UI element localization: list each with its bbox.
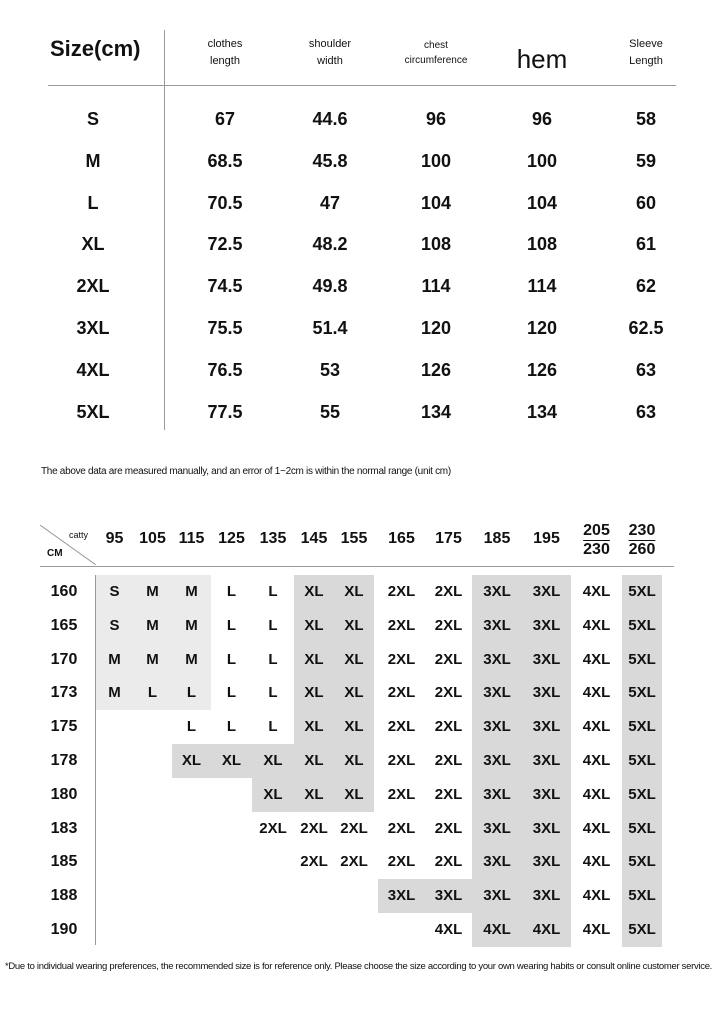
size-cell: 2XL <box>300 853 328 871</box>
size-cell: XL <box>172 744 211 778</box>
weight-header: 155 <box>340 530 368 547</box>
size-cell: 4XL <box>582 853 611 871</box>
size-cell: L <box>186 718 197 736</box>
disclaimer-note: *Due to individual wearing preferences, the recommended size is for reference only. Please choose the size according to your own wearing habits or consult online customer service. <box>4 961 713 972</box>
size-cell <box>133 845 172 879</box>
size-table-title: Size(cm) <box>50 36 141 61</box>
size-cell: M <box>96 643 133 677</box>
size-cell: 4XL <box>582 819 611 837</box>
measurement-value: 63 <box>635 401 657 422</box>
size-cell: 2XL <box>434 718 463 736</box>
size-cell: 5XL <box>622 710 662 744</box>
size-cell: 3XL <box>472 643 522 677</box>
measurement-value: 120 <box>526 318 558 338</box>
height-label: 170 <box>50 650 78 668</box>
size-cell <box>378 913 425 947</box>
size-cell <box>294 913 334 947</box>
size-cell: 3XL <box>425 879 472 913</box>
size-cell <box>211 879 252 913</box>
size-label: L <box>87 192 99 213</box>
size-cell <box>211 778 252 812</box>
weight-header: 135 <box>259 530 287 547</box>
size-cell: 3XL <box>378 879 425 913</box>
size-cell <box>96 879 133 913</box>
size-cell: 2XL <box>387 684 416 702</box>
size-cell: 2XL <box>387 616 416 634</box>
size-cell: L <box>268 684 278 702</box>
size-cell: L <box>226 583 237 600</box>
measurement-value: 126 <box>420 359 452 380</box>
size-cell: 3XL <box>472 710 522 744</box>
size-cell: 3XL <box>472 575 522 609</box>
size-cell: M <box>133 643 172 677</box>
size-cell: 5XL <box>622 879 662 913</box>
size-cell: 4XL <box>582 921 611 938</box>
size-cell: 5XL <box>622 744 662 778</box>
size-cell <box>172 879 211 913</box>
size-cell: 5XL <box>622 778 662 812</box>
size-cell: XL <box>294 676 334 710</box>
size-cell: XL <box>294 609 334 643</box>
height-label: 183 <box>50 819 78 837</box>
measurement-value: 51.4 <box>312 318 348 338</box>
size-cell: 3XL <box>522 744 571 778</box>
measurement-value: 108 <box>420 234 452 255</box>
height-label: 165 <box>50 616 78 634</box>
measurement-value: 45.8 <box>312 150 348 171</box>
measurement-value: 108 <box>526 234 558 255</box>
size-cell: XL <box>294 643 334 677</box>
size-cell <box>252 913 294 947</box>
measurement-value: 96 <box>531 109 553 129</box>
weight-header: 185 <box>483 530 511 547</box>
weight-axis-label: catty <box>69 530 89 540</box>
size-cell <box>211 845 252 879</box>
size-cell: M <box>172 643 211 677</box>
size-cell: 5XL <box>622 575 662 609</box>
size-cell: M <box>133 575 172 609</box>
measurement-value: 75.5 <box>207 318 243 338</box>
size-cell: 2XL <box>387 853 416 871</box>
measurement-value: 55 <box>319 401 341 422</box>
weight-header: 105 <box>139 530 166 547</box>
size-cell: L <box>133 676 172 710</box>
weight-header: 195 <box>533 530 560 547</box>
size-cell: 5XL <box>622 609 662 643</box>
size-cell: XL <box>294 778 334 812</box>
size-cell: S <box>96 575 133 609</box>
size-cell: L <box>268 718 278 736</box>
size-cell: XL <box>334 575 374 609</box>
size-cell: XL <box>334 710 374 744</box>
size-cell <box>133 778 172 812</box>
size-cell <box>294 879 334 913</box>
size-cell: 4XL <box>582 650 611 668</box>
size-cell: 3XL <box>472 744 522 778</box>
size-cell <box>334 913 374 947</box>
size-cell: L <box>172 676 211 710</box>
size-cell: 2XL <box>387 718 416 736</box>
measurement-value: 67 <box>214 109 236 129</box>
size-cell: 5XL <box>622 676 662 710</box>
measurement-value: 61 <box>635 234 657 255</box>
size-cell: 3XL <box>472 879 522 913</box>
size-cell: 4XL <box>472 913 522 947</box>
height-label: 180 <box>50 785 78 803</box>
size-cell: 2XL <box>434 650 463 668</box>
size-label: XL <box>81 234 105 255</box>
size-cell: M <box>172 609 211 643</box>
size-cell: 5XL <box>622 845 662 879</box>
size-cell <box>96 812 133 846</box>
size-cell: 3XL <box>522 643 571 677</box>
size-cell <box>133 812 172 846</box>
measurement-value: 63 <box>635 359 657 380</box>
size-cell: 2XL <box>387 819 416 837</box>
size-cell <box>252 845 294 879</box>
size-cell: 4XL <box>434 921 463 938</box>
size-cell <box>172 913 211 947</box>
size-label: 2XL <box>76 276 110 297</box>
weight-header: 165 <box>388 530 415 547</box>
size-cell: 3XL <box>522 812 571 846</box>
size-cell <box>133 913 172 947</box>
recommend-table-divider-horizontal <box>40 566 674 567</box>
size-cell: XL <box>211 744 252 778</box>
weight-header: 95 <box>105 530 124 547</box>
size-cell: 4XL <box>522 913 571 947</box>
measurement-value: 70.5 <box>207 192 243 213</box>
size-cell: 2XL <box>434 616 463 634</box>
size-cell: 2XL <box>434 684 463 702</box>
size-cell: L <box>226 650 237 668</box>
size-cell: 2XL <box>434 785 463 803</box>
measurement-value: 134 <box>526 401 558 422</box>
measurement-value: 134 <box>420 401 452 422</box>
size-cell: XL <box>252 778 294 812</box>
size-cell: S <box>96 609 133 643</box>
measurement-value: 62.5 <box>628 318 664 338</box>
size-label: M <box>85 150 101 171</box>
size-cell: 5XL <box>622 913 662 947</box>
size-cell: M <box>133 609 172 643</box>
size-cell: 2XL <box>434 583 463 600</box>
size-cell: XL <box>294 744 334 778</box>
height-label: 188 <box>50 887 78 905</box>
size-cell: 4XL <box>582 718 611 736</box>
size-cell: XL <box>294 710 334 744</box>
size-cell: 2XL <box>387 785 416 803</box>
size-cell: 2XL <box>387 583 416 600</box>
size-cell: 2XL <box>340 819 368 837</box>
size-cell: 4XL <box>582 684 611 702</box>
weight-header: 205 230 <box>583 522 610 558</box>
measurement-value: 62 <box>635 276 657 297</box>
size-cell: 3XL <box>522 676 571 710</box>
size-cell <box>96 778 133 812</box>
column-header: Sleeve Length <box>629 38 663 67</box>
size-cell <box>96 913 133 947</box>
size-cell: M <box>172 575 211 609</box>
measurement-value: 76.5 <box>207 359 243 380</box>
size-cell: M <box>96 676 133 710</box>
size-cell: 3XL <box>472 609 522 643</box>
measurement-note: The above data are measured manually, and an error of 1~2cm is within the normal range (unit cm) <box>41 466 451 477</box>
size-cell: 4XL <box>582 785 611 803</box>
size-cell: 2XL <box>434 853 463 871</box>
size-cell: XL <box>252 744 294 778</box>
measurement-value: 48.2 <box>312 234 348 255</box>
weight-header: 175 <box>435 530 462 547</box>
size-cell <box>133 710 172 744</box>
measurement-value: 60 <box>635 192 657 213</box>
height-label: 173 <box>50 684 78 702</box>
size-label: 4XL <box>76 359 110 380</box>
size-cell: L <box>226 616 237 634</box>
size-cell: 4XL <box>582 583 611 600</box>
height-label: 185 <box>50 853 78 871</box>
size-cell: XL <box>334 643 374 677</box>
size-cell: L <box>226 684 237 702</box>
size-table-divider-horizontal <box>48 85 676 86</box>
height-label: 160 <box>50 583 78 600</box>
size-cell: 5XL <box>622 812 662 846</box>
measurement-value: 104 <box>420 192 452 213</box>
size-cell <box>133 879 172 913</box>
measurement-value: 100 <box>526 150 558 171</box>
size-cell <box>252 879 294 913</box>
measurement-value: 68.5 <box>207 150 243 171</box>
size-label: 3XL <box>76 318 110 338</box>
size-cell: 4XL <box>582 616 611 634</box>
column-header: hem <box>516 44 568 74</box>
size-cell: 2XL <box>434 819 463 837</box>
measurement-value: 59 <box>635 150 657 171</box>
height-label: 190 <box>50 921 78 938</box>
measurement-value: 72.5 <box>207 234 243 255</box>
size-cell: L <box>268 583 278 600</box>
size-cell: 3XL <box>472 676 522 710</box>
measurement-value: 100 <box>420 150 452 171</box>
size-cell: XL <box>294 575 334 609</box>
size-cell: 3XL <box>522 609 571 643</box>
column-header: chest circumference <box>404 40 468 66</box>
weight-header: 125 <box>218 530 245 547</box>
measurement-value: 74.5 <box>207 276 243 297</box>
size-cell: 2XL <box>434 752 463 769</box>
measurement-value: 53 <box>319 359 341 380</box>
measurement-value: 120 <box>420 318 452 338</box>
size-cell: 2XL <box>259 819 287 837</box>
size-cell: 3XL <box>522 710 571 744</box>
weight-header: 230 260 <box>628 522 656 558</box>
size-cell <box>334 879 374 913</box>
weight-header: 145 <box>300 530 328 547</box>
size-cell: 2XL <box>340 853 368 871</box>
size-cell: 3XL <box>472 845 522 879</box>
column-header: clothes length <box>207 38 243 67</box>
size-cell <box>211 913 252 947</box>
size-cell: 3XL <box>522 879 571 913</box>
size-table-divider-vertical <box>164 30 165 430</box>
size-cell <box>96 710 133 744</box>
size-label: 5XL <box>76 401 110 422</box>
size-cell <box>96 845 133 879</box>
column-header: shoulder width <box>308 38 352 67</box>
measurement-value: 96 <box>425 109 447 129</box>
size-cell <box>133 744 172 778</box>
height-label: 175 <box>50 718 78 736</box>
size-cell: 3XL <box>522 845 571 879</box>
measurement-value: 114 <box>421 276 451 297</box>
size-label: S <box>86 109 99 129</box>
size-cell: 3XL <box>522 575 571 609</box>
size-cell: XL <box>334 609 374 643</box>
size-cell: 2XL <box>300 819 328 837</box>
measurement-value: 44.6 <box>312 109 348 129</box>
size-cell: L <box>268 650 278 668</box>
size-cell: XL <box>334 744 374 778</box>
measurement-value: 77.5 <box>207 401 243 422</box>
size-cell: 2XL <box>387 752 416 769</box>
height-label: 178 <box>50 752 78 769</box>
size-cell <box>96 744 133 778</box>
size-cell: XL <box>334 778 374 812</box>
size-cell: L <box>268 616 278 634</box>
measurement-value: 126 <box>526 359 558 380</box>
measurement-value: 104 <box>526 192 558 213</box>
weight-header: 115 <box>178 530 205 547</box>
measurement-value: 49.8 <box>312 276 348 297</box>
measurement-value: 114 <box>527 276 557 297</box>
size-cell: 5XL <box>622 643 662 677</box>
size-cell: XL <box>334 676 374 710</box>
size-cell: 3XL <box>522 778 571 812</box>
size-cell <box>172 845 211 879</box>
size-cell <box>172 812 211 846</box>
measurement-value: 58 <box>635 109 657 129</box>
size-cell <box>211 812 252 846</box>
size-cell: 3XL <box>472 812 522 846</box>
size-cell: 3XL <box>472 778 522 812</box>
size-cell: 2XL <box>387 650 416 668</box>
size-cell <box>172 778 211 812</box>
height-axis-label: CM <box>47 548 63 559</box>
size-cell: L <box>226 718 237 736</box>
size-cell: 4XL <box>582 752 611 769</box>
measurement-value: 47 <box>319 192 341 213</box>
size-cell: 4XL <box>582 887 611 905</box>
